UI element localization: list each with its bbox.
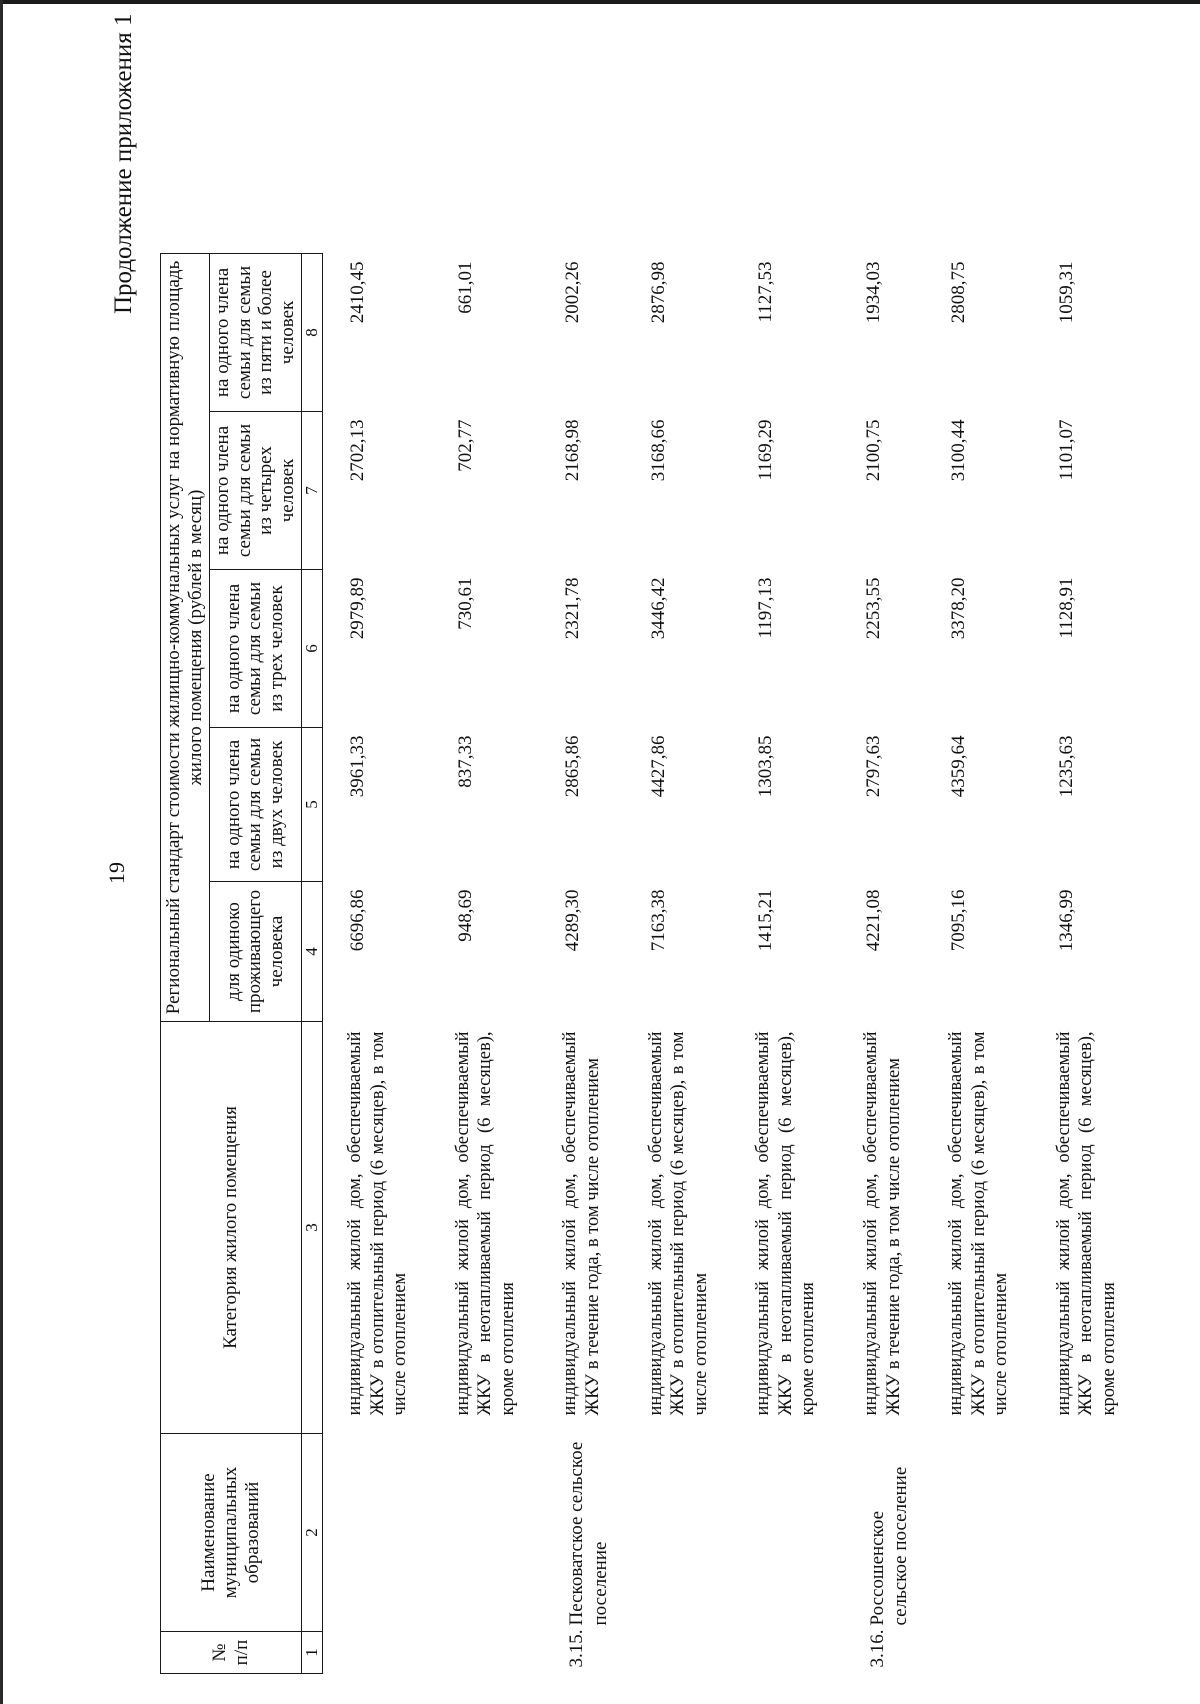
value-family-4: 3100,44 (948, 419, 970, 482)
value-family-3: 3446,42 (647, 577, 669, 640)
municipality-name (1047, 1434, 1155, 1632)
header-family-2: на одного члена семьи для семьи из двух человек (209, 728, 301, 882)
value-single: 1346,99 (1055, 889, 1077, 952)
housing-category: индивидуальный жилой дом, обеспечиваемый ЖКУ в отопительный период (6 месяцев), в том числе отоплением (645, 1031, 711, 1416)
page-number: 19 (104, 862, 129, 884)
value-family-4: 1101,07 (1055, 419, 1077, 481)
value-family-3: 1128,91 (1055, 577, 1077, 639)
value-family-4: 2168,98 (562, 419, 584, 482)
row-number (639, 1632, 747, 1674)
value-family-5: 1127,53 (755, 261, 777, 323)
row-number: 3.16. (866, 1629, 888, 1668)
value-family-3: 2321,78 (562, 577, 584, 640)
header-standard-group: Региональный стандарт стоимости жилищно-коммунальных услуг на нормативную площадь жилого помещения (рублей в месяц) (161, 253, 210, 1021)
table-row (939, 253, 1047, 1673)
column-number: 1 (302, 1632, 323, 1674)
table-row (553, 253, 638, 1673)
value-family-2: 4359,64 (948, 735, 970, 798)
value-single: 4221,08 (862, 889, 884, 952)
value-single: 1415,21 (755, 889, 777, 952)
housing-category: индивидуальный жилой дом, обеспечиваемый ЖКУ в отопительный период (6 месяцев), в том числе отоплением (345, 1031, 411, 1416)
value-single: 4289,30 (562, 889, 584, 952)
row-number (338, 1632, 446, 1674)
table-row (338, 253, 446, 1673)
municipality-name (939, 1434, 1047, 1632)
value-single: 948,69 (454, 889, 476, 942)
value-family-3: 3378,20 (948, 577, 970, 640)
value-family-4: 3168,66 (647, 419, 669, 482)
header-category: Категория жилого помещения (161, 1022, 302, 1434)
value-family-5: 2410,45 (347, 261, 369, 324)
column-number: 4 (302, 882, 323, 1022)
value-family-5: 1059,31 (1055, 261, 1077, 324)
row-number: 3.15. (566, 1629, 588, 1668)
value-family-3: 2979,89 (347, 577, 369, 640)
municipality-name: Россошенское сельское поселение (866, 1466, 912, 1626)
value-family-5: 661,01 (454, 261, 476, 314)
municipality-name (446, 1434, 554, 1632)
table-row (639, 253, 747, 1673)
column-number: 2 (302, 1434, 323, 1632)
value-family-4: 702,77 (454, 419, 476, 472)
column-number: 6 (302, 570, 323, 728)
value-single: 7095,16 (948, 889, 970, 952)
table-row (854, 253, 939, 1673)
row-number (1047, 1632, 1155, 1674)
housing-category: индивидуальный жилой дом, обеспечиваемый ЖКУ в неотапливаемый период (6 месяцев), кроме отопления (452, 1031, 518, 1416)
header-family-4: на одного члена семьи для семьи из четырех человек (209, 412, 301, 570)
continuation-title: Продолжение приложения 1 (110, 13, 137, 314)
header-family-3: на одного члена семьи для семьи из трех человек (209, 570, 301, 728)
value-family-2: 1303,85 (755, 735, 777, 798)
value-family-5: 2002,26 (562, 261, 584, 324)
municipality-name (639, 1434, 747, 1632)
value-single: 7163,38 (647, 889, 669, 952)
housing-category: индивидуальный жилой дом, обеспечиваемый ЖКУ в неотапливаемый период (6 месяцев), кроме отопления (1053, 1031, 1119, 1416)
municipality-name (746, 1434, 854, 1632)
column-number: 3 (302, 1022, 323, 1434)
value-family-3: 730,61 (454, 577, 476, 630)
table-row (746, 253, 854, 1673)
header-family-5: на одного члена семьи для семьи из пяти и более человек (209, 253, 301, 411)
housing-category: индивидуальный жилой дом, обеспечиваемый ЖКУ в неотапливаемый период (6 месяцев), кроме отопления (753, 1031, 819, 1416)
value-family-2: 837,33 (454, 735, 476, 788)
value-family-3: 2253,55 (862, 577, 884, 640)
value-single: 6696,86 (347, 889, 369, 952)
row-number (746, 1632, 854, 1674)
header-name: Наименование муниципальных образований (161, 1434, 302, 1632)
row-number (939, 1632, 1047, 1674)
standard-cost-table (160, 253, 1154, 1674)
column-number: 8 (302, 253, 323, 411)
value-family-5: 1934,03 (862, 261, 884, 324)
value-family-2: 4427,86 (647, 735, 669, 798)
column-number: 5 (302, 728, 323, 882)
value-family-2: 2865,86 (562, 735, 584, 798)
housing-category: индивидуальный жилой дом, обеспечиваемый ЖКУ в отопительный период (6 месяцев), в том числе отоплением (946, 1031, 1012, 1416)
value-family-5: 2876,98 (647, 261, 669, 324)
table-row (446, 253, 554, 1673)
header-no: № п/п (161, 1632, 302, 1674)
table-row (1047, 253, 1155, 1673)
row-number (446, 1632, 554, 1674)
value-family-2: 1235,63 (1055, 735, 1077, 798)
value-family-2: 2797,63 (862, 735, 884, 798)
value-family-4: 2702,13 (347, 419, 369, 482)
value-family-4: 2100,75 (862, 419, 884, 482)
value-family-3: 1197,13 (755, 577, 777, 639)
municipality-name (338, 1434, 446, 1632)
value-family-4: 1169,29 (755, 419, 777, 481)
column-number: 7 (302, 412, 323, 570)
header-single: для одиноко проживающего человека (209, 882, 301, 1022)
municipality-name: Песковатское сельское поселение (566, 1441, 611, 1626)
housing-category: индивидуальный жилой дом, обеспечиваемый ЖКУ в течение года, в том числе отоплением (860, 1031, 904, 1416)
value-family-2: 3961,33 (347, 735, 369, 798)
housing-category: индивидуальный жилой дом, обеспечиваемый ЖКУ в течение года, в том числе отоплением (560, 1031, 604, 1416)
value-family-5: 2808,75 (948, 261, 970, 324)
